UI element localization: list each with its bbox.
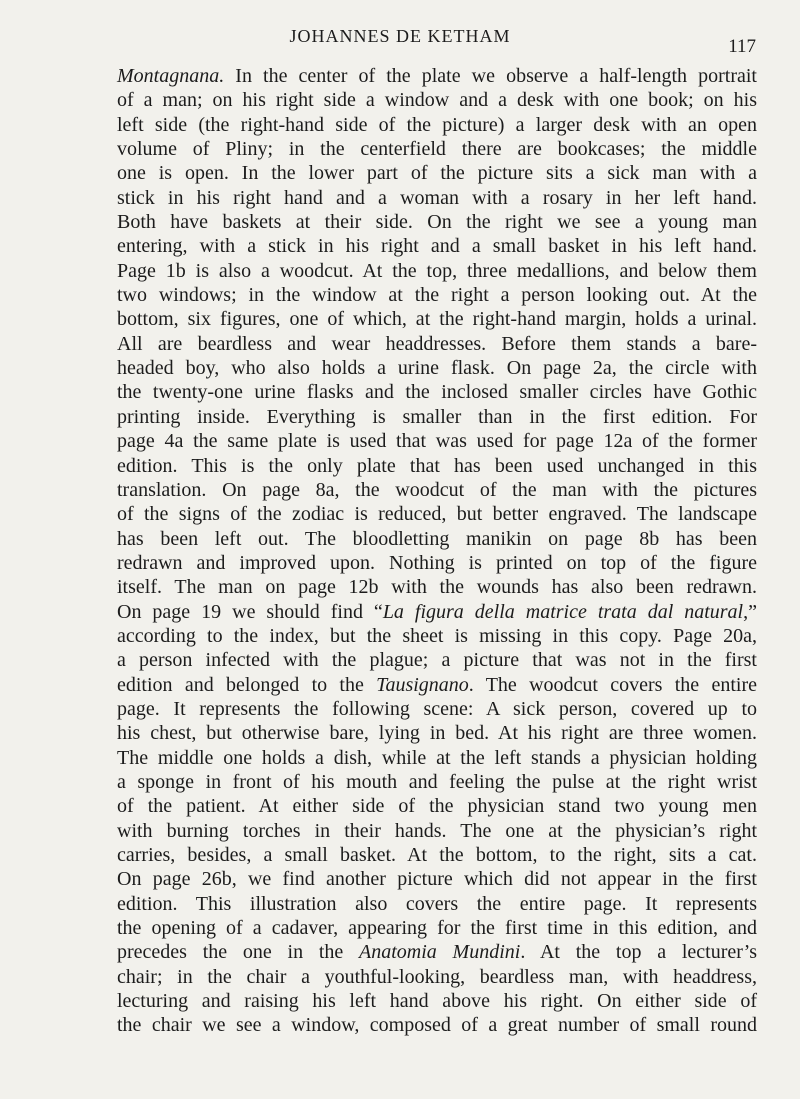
text-segment: of a man; on his right side a window and a desk with one book; on his bbox=[117, 89, 757, 112]
italic-text: Anatomia Mundini bbox=[359, 941, 521, 964]
italic-text: La figura della matrice trata dal natural bbox=[382, 600, 744, 623]
text-line bbox=[117, 88, 757, 112]
text-line bbox=[117, 113, 757, 137]
text-segment: a sponge in front of his mouth and feeling the pulse at the right wrist bbox=[117, 770, 757, 793]
text-segment: ,” bbox=[743, 600, 758, 623]
text-line bbox=[117, 648, 757, 672]
text-segment: page 4a the same plate is used that was used for page 12a of the former bbox=[117, 430, 757, 453]
text-segment: Both have baskets at their side. On the right we see a young man bbox=[117, 211, 757, 234]
text-segment: left side (the right-hand side of the picture) a larger desk with an open bbox=[117, 113, 757, 136]
text-segment: of the signs of the zodiac is reduced, but better engraved. The landscape bbox=[117, 503, 757, 526]
text-line bbox=[117, 673, 757, 697]
text-segment: stick in his right hand and a woman with a rosary in her left hand. bbox=[117, 186, 757, 209]
text-line bbox=[117, 283, 757, 307]
text-segment: volume of Pliny; in the centerfield there are bookcases; the middle bbox=[117, 138, 757, 161]
text-segment: translation. On page 8a, the woodcut of the man with the pictures bbox=[117, 478, 757, 501]
text-line bbox=[117, 307, 757, 331]
text-segment: the twenty-one urine flasks and the inclosed smaller circles have Gothic bbox=[117, 381, 757, 404]
text-line bbox=[117, 405, 757, 429]
text-segment: with burning torches in their hands. The one at the physician’s right bbox=[117, 819, 757, 842]
text-segment: On page 19 we should find “ bbox=[117, 600, 383, 623]
text-line bbox=[117, 186, 757, 210]
text-segment: Page 1b is also a woodcut. At the top, three medallions, and below them bbox=[117, 259, 757, 282]
text-line bbox=[117, 1013, 757, 1037]
text-segment: precedes the one in the bbox=[117, 941, 360, 964]
text-line bbox=[117, 892, 757, 916]
italic-text: Tausignano bbox=[376, 673, 469, 696]
text-line bbox=[117, 259, 757, 283]
text-segment: In the center of the plate we observe a half-length portrait bbox=[224, 65, 757, 87]
text-segment: carries, besides, a small basket. At the bottom, to the right, sits a cat. bbox=[117, 844, 757, 866]
text-line bbox=[117, 940, 757, 964]
text-line bbox=[117, 721, 757, 745]
text-line bbox=[117, 527, 757, 551]
text-line bbox=[117, 794, 757, 818]
text-line bbox=[117, 867, 757, 891]
text-line bbox=[117, 502, 757, 526]
text-line bbox=[117, 380, 757, 404]
text-line bbox=[117, 429, 757, 453]
text-segment: redrawn and improved upon. Nothing is printed on top of the figure bbox=[117, 551, 757, 574]
text-line bbox=[117, 843, 757, 867]
text-line bbox=[117, 600, 757, 624]
text-segment: edition. This is the only plate that has been used unchanged in this bbox=[117, 454, 757, 477]
text-segment: . The woodcut covers the entire bbox=[468, 673, 757, 696]
text-segment: entering, with a stick in his right and a small basket in his left hand. bbox=[117, 235, 757, 258]
text-segment: edition and belonged to the bbox=[117, 673, 377, 696]
text-line bbox=[117, 746, 757, 770]
text-line bbox=[117, 551, 757, 575]
text-segment: itself. The man on page 12b with the wounds has also been redrawn. bbox=[117, 576, 757, 599]
text-line bbox=[117, 161, 757, 185]
text-segment: according to the index, but the sheet is missing in this copy. Page 20a, bbox=[117, 624, 757, 647]
text-line bbox=[117, 575, 757, 599]
body-text bbox=[117, 64, 757, 1038]
text-line bbox=[117, 916, 757, 940]
text-line bbox=[117, 137, 757, 161]
text-segment: the chair we see a window, composed of a great number of small round bbox=[117, 1014, 757, 1037]
text-segment: All are beardless and wear headdresses. Before them stands a bare- bbox=[117, 332, 757, 355]
text-line bbox=[117, 965, 757, 989]
text-segment: two windows; in the window at the right a person looking out. At the bbox=[117, 284, 757, 307]
text-line bbox=[117, 64, 757, 88]
text-segment: edition. This illustration also covers the entire page. It represents bbox=[117, 892, 757, 915]
text-segment: one is open. In the lower part of the picture sits a sick man with a bbox=[117, 162, 757, 185]
text-line bbox=[117, 478, 757, 502]
italic-text: Montagnana. bbox=[117, 65, 225, 87]
text-segment: On page 26b, we find another picture which did not appear in the first bbox=[117, 868, 757, 891]
text-segment: a person infected with the plague; a picture that was not in the first bbox=[117, 649, 757, 672]
text-segment: lecturing and raising his left hand above his right. On either side of bbox=[117, 990, 757, 1013]
running-head: JOHANNES DE KETHAM bbox=[289, 26, 511, 46]
text-segment: printing inside. Everything is smaller than in the first edition. For bbox=[117, 405, 757, 428]
text-line bbox=[117, 210, 757, 234]
text-segment: page. It represents the following scene: A sick person, covered up to bbox=[117, 697, 757, 720]
text-segment: of the patient. At either side of the physician stand two young men bbox=[117, 795, 757, 818]
text-line bbox=[117, 819, 757, 843]
text-line bbox=[117, 332, 757, 356]
text-line bbox=[117, 454, 757, 478]
text-line bbox=[117, 697, 757, 721]
text-segment: his chest, but otherwise bare, lying in bed. At his right are three women. bbox=[117, 722, 757, 745]
text-segment: the opening of a cadaver, appearing for the first time in this edition, and bbox=[117, 917, 757, 940]
text-line bbox=[117, 989, 757, 1013]
text-segment: chair; in the chair a youthful-looking, beardless man, with headdress, bbox=[117, 965, 757, 988]
text-line bbox=[117, 356, 757, 380]
text-segment: . At the top a lecturer’s bbox=[520, 941, 757, 964]
text-segment: The middle one holds a dish, while at the left stands a physician holding bbox=[117, 746, 757, 769]
text-line bbox=[117, 624, 757, 648]
text-segment: bottom, six figures, one of which, at the right-hand margin, holds a urinal. bbox=[117, 308, 757, 331]
text-line bbox=[117, 234, 757, 258]
page-number: 117 bbox=[728, 36, 756, 57]
text-segment: headed boy, who also holds a urine flask. On page 2a, the circle with bbox=[117, 357, 757, 380]
text-segment: has been left out. The bloodletting manikin on page 8b has been bbox=[117, 527, 757, 550]
text-line bbox=[117, 770, 757, 794]
